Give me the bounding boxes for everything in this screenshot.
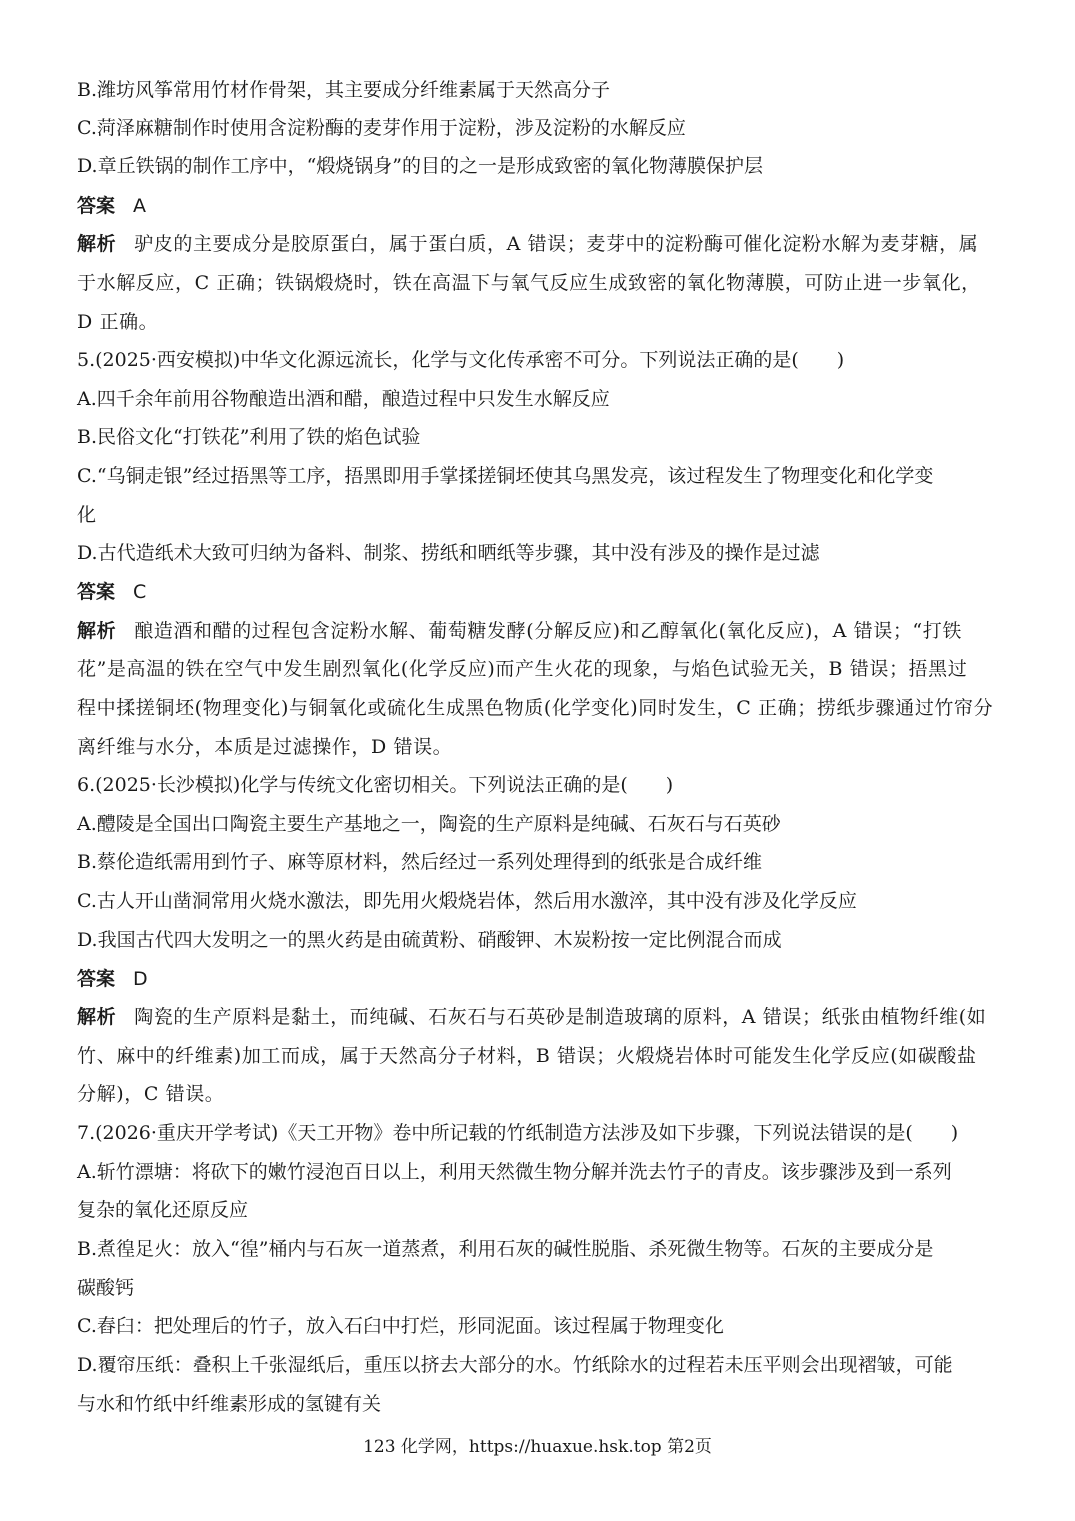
q4-answer-row: [77, 193, 1007, 219]
answer-label: 答案: [77, 968, 116, 990]
q6-answer-value: D: [133, 968, 148, 990]
q6-option-b: B.蔡伦造纸需用到竹子、麻等原材料，然后经过一系列处理得到的纸张是合成纤维: [77, 851, 763, 873]
q6-option-c: C.古人开山凿洞常用火烧水激法，即先用火煅烧岩体，然后用水激淬，其中没有涉及化学反应: [77, 890, 857, 912]
q5-option-b: B.民俗文化“打铁花”利用了铁的焰色试验: [77, 426, 421, 448]
q5-stem: 5.(2025·西安模拟)中华文化源远流长，化学与文化传承密不可分。下列说法正确的是( ): [77, 349, 845, 371]
q4-analysis-text: 驴皮的主要成分是胶原蛋白，属于蛋白质，A 错误；麦芽中的淀粉酶可催化淀粉水解为麦芽糖，属: [134, 233, 979, 255]
q4-analysis-line: [77, 231, 1007, 257]
q5-analysis-line: [77, 618, 1007, 644]
analysis-label: 解析: [77, 233, 117, 255]
q6-analysis-line: 分解)，C 错误。: [77, 1083, 225, 1105]
q7-option-a-cont: 复杂的氧化还原反应: [77, 1199, 249, 1221]
prev-option-c: C.菏泽麻糖制作时使用含淀粉酶的麦芽作用于淀粉，涉及淀粉的水解反应: [77, 117, 686, 139]
q6-analysis-text: 陶瓷的生产原料是黏土，而纯碱、石灰石与石英砂是制造玻璃的原料，A 错误；纸张由植物纤维(如: [134, 1006, 987, 1028]
q7-option-b: B.煮徨足火：放入“徨”桶内与石灰一道蒸煮，利用石灰的碱性脱脂、杀死微生物等。石灰的主要成分是: [77, 1238, 934, 1260]
q6-analysis-line: [77, 1004, 1007, 1030]
q5-answer-value: C: [133, 581, 147, 603]
q7-stem: 7.(2026·重庆开学考试)《天工开物》卷中所记载的竹纸制造方法涉及如下步骤，下列说法错误的是( ): [77, 1122, 959, 1144]
q6-stem: 6.(2025·长沙模拟)化学与传统文化密切相关。下列说法正确的是( ): [77, 774, 674, 796]
q6-analysis-line: 竹、麻中的纤维素)加工而成，属于天然高分子材料，B 错误；火煅烧岩体时可能发生化学反应(如碳酸盐: [77, 1045, 977, 1067]
q5-option-d: D.古代造纸术大致可归纳为备料、制浆、捞纸和晒纸等步骤，其中没有涉及的操作是过滤: [77, 542, 820, 564]
page-footer: 123 化学网，https://huaxue.hsk.top 第2页: [363, 1437, 712, 1457]
q7-option-d-cont: 与水和竹纸中纤维素形成的氢键有关: [77, 1393, 382, 1415]
q5-option-a: A.四千余年前用谷物酿造出酒和醋，酿造过程中只发生水解反应: [77, 388, 610, 410]
analysis-label: 解析: [77, 620, 117, 642]
q7-option-d: D.覆帘压纸：叠积上千张湿纸后，重压以挤去大部分的水。竹纸除水的过程若未压平则会出现褶皱，可能: [77, 1354, 953, 1376]
q5-answer-row: [77, 579, 1007, 605]
prev-option-d: D.章丘铁锅的制作工序中，“煅烧锅身”的目的之一是形成致密的氧化物薄膜保护层: [77, 155, 764, 177]
analysis-label: 解析: [77, 1006, 117, 1028]
q7-option-c: C.舂臼：把处理后的竹子，放入石臼中打烂，形同泥面。该过程属于物理变化: [77, 1315, 724, 1337]
q5-analysis-text: 酿造酒和醋的过程包含淀粉水解、葡萄糖发酵(分解反应)和乙醇氧化(氧化反应)，A 错误；“打铁: [134, 620, 962, 642]
q5-option-c-cont: 化: [77, 504, 97, 526]
q4-analysis-line: 于水解反应，C 正确；铁锅煅烧时，铁在高温下与氧气反应生成致密的氧化物薄膜，可防止进一步氧化，: [77, 272, 981, 294]
q6-option-d: D.我国古代四大发明之一的黑火药是由硫黄粉、硝酸钾、木炭粉按一定比例混合而成: [77, 929, 782, 951]
answer-label: 答案: [77, 581, 116, 603]
q6-option-a: A.醴陵是全国出口陶瓷主要生产基地之一，陶瓷的生产原料是纯碱、石灰石与石英砂: [77, 813, 781, 835]
q5-analysis-line: 花”是高温的铁在空气中发生剧烈氧化(化学反应)而产生火花的现象，与焰色试验无关，B 错误；捂黑过: [77, 658, 968, 680]
answer-label: 答案: [77, 195, 116, 217]
q5-option-c: C.“乌铜走银”经过捂黑等工序，捂黑即用手掌揉搓铜坯使其乌黑发亮，该过程发生了物理变化和化学变: [77, 465, 934, 487]
q6-answer-row: [77, 966, 1007, 992]
q7-option-a: A.斩竹漂塘：将砍下的嫩竹浸泡百日以上，利用天然微生物分解并洗去竹子的青皮。该步骤涉及到一系列: [77, 1161, 952, 1183]
q7-option-b-cont: 碳酸钙: [77, 1277, 135, 1299]
q5-analysis-line: 程中揉搓铜坯(物理变化)与铜氧化或硫化生成黑色物质(化学变化)同时发生，C 正确；捞纸步骤通过竹帘分: [77, 697, 994, 719]
q4-answer-value: A: [133, 195, 147, 217]
prev-option-b: B.潍坊风筝常用竹材作骨架，其主要成分纤维素属于天然高分子: [77, 79, 611, 101]
q4-analysis-line: D 正确。: [77, 311, 159, 333]
q5-analysis-line: 离纤维与水分，本质是过滤操作，D 错误。: [77, 736, 453, 758]
